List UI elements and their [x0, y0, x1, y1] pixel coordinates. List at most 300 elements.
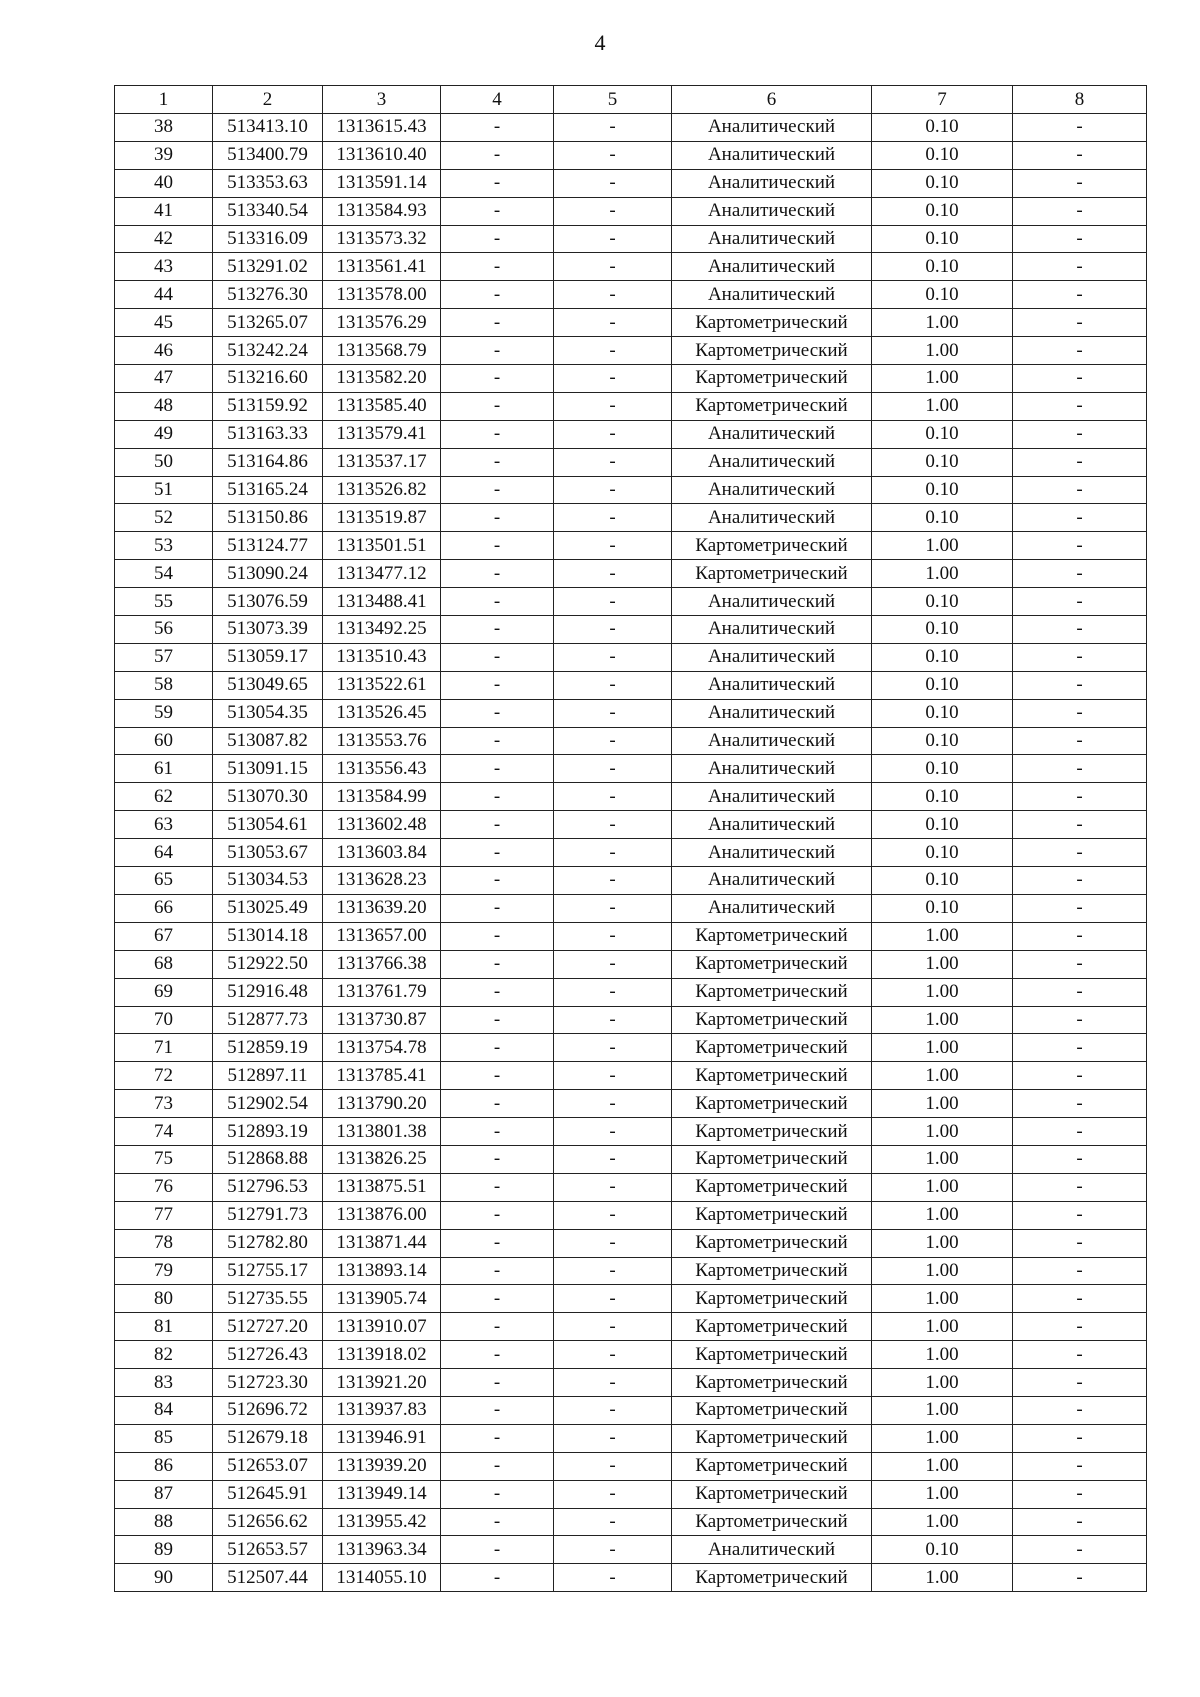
cell-col-5: -	[554, 281, 672, 309]
cell-col-4: -	[441, 1118, 554, 1146]
cell-col-5: -	[554, 420, 672, 448]
cell-accuracy: 0.10	[872, 867, 1013, 895]
cell-col-8: -	[1013, 1396, 1147, 1424]
cell-col-4: -	[441, 141, 554, 169]
cell-accuracy: 0.10	[872, 504, 1013, 532]
cell-accuracy: 0.10	[872, 839, 1013, 867]
cell-col-4: -	[441, 197, 554, 225]
cell-x-coordinate: 512735.55	[213, 1285, 323, 1313]
cell-col-5: -	[554, 309, 672, 337]
cell-accuracy: 1.00	[872, 922, 1013, 950]
cell-col-8: -	[1013, 560, 1147, 588]
cell-col-8: -	[1013, 309, 1147, 337]
cell-col-8: -	[1013, 616, 1147, 644]
table-row	[115, 1229, 1147, 1257]
cell-point-number: 52	[115, 504, 213, 532]
cell-y-coordinate: 1313963.34	[323, 1536, 441, 1564]
cell-method: Картометрический	[672, 532, 872, 560]
cell-x-coordinate: 513242.24	[213, 337, 323, 365]
cell-y-coordinate: 1313921.20	[323, 1369, 441, 1397]
cell-point-number: 51	[115, 476, 213, 504]
header-cell-8: 8	[1013, 86, 1147, 114]
cell-accuracy: 1.00	[872, 392, 1013, 420]
cell-x-coordinate: 513291.02	[213, 253, 323, 281]
table-row	[115, 309, 1147, 337]
cell-y-coordinate: 1313790.20	[323, 1090, 441, 1118]
cell-x-coordinate: 512902.54	[213, 1090, 323, 1118]
cell-method: Аналитический	[672, 643, 872, 671]
cell-point-number: 63	[115, 811, 213, 839]
cell-method: Картометрический	[672, 1313, 872, 1341]
coordinates-table	[114, 85, 1147, 1592]
cell-point-number: 57	[115, 643, 213, 671]
cell-col-4: -	[441, 1173, 554, 1201]
cell-col-5: -	[554, 141, 672, 169]
table-row	[115, 1034, 1147, 1062]
cell-col-5: -	[554, 755, 672, 783]
cell-x-coordinate: 513340.54	[213, 197, 323, 225]
cell-col-4: -	[441, 922, 554, 950]
cell-y-coordinate: 1313582.20	[323, 365, 441, 393]
cell-col-5: -	[554, 699, 672, 727]
cell-col-4: -	[441, 1480, 554, 1508]
table-row	[115, 922, 1147, 950]
cell-x-coordinate: 512859.19	[213, 1034, 323, 1062]
cell-x-coordinate: 513276.30	[213, 281, 323, 309]
cell-accuracy: 1.00	[872, 1285, 1013, 1313]
table-row	[115, 671, 1147, 699]
cell-accuracy: 0.10	[872, 1536, 1013, 1564]
cell-method: Аналитический	[672, 588, 872, 616]
cell-col-4: -	[441, 476, 554, 504]
cell-accuracy: 1.00	[872, 1452, 1013, 1480]
cell-col-5: -	[554, 365, 672, 393]
cell-x-coordinate: 513014.18	[213, 922, 323, 950]
table-row	[115, 476, 1147, 504]
cell-method: Аналитический	[672, 253, 872, 281]
cell-point-number: 47	[115, 365, 213, 393]
cell-y-coordinate: 1313585.40	[323, 392, 441, 420]
cell-accuracy: 1.00	[872, 1201, 1013, 1229]
cell-method: Картометрический	[672, 365, 872, 393]
cell-col-4: -	[441, 839, 554, 867]
cell-y-coordinate: 1313576.29	[323, 309, 441, 337]
cell-y-coordinate: 1313568.79	[323, 337, 441, 365]
table-row	[115, 1118, 1147, 1146]
cell-point-number: 56	[115, 616, 213, 644]
cell-method: Аналитический	[672, 671, 872, 699]
cell-x-coordinate: 512726.43	[213, 1341, 323, 1369]
cell-y-coordinate: 1313603.84	[323, 839, 441, 867]
cell-col-5: -	[554, 532, 672, 560]
header-cell-7: 7	[872, 86, 1013, 114]
cell-accuracy: 1.00	[872, 1424, 1013, 1452]
cell-col-8: -	[1013, 1285, 1147, 1313]
table-row	[115, 1369, 1147, 1397]
header-cell-2: 2	[213, 86, 323, 114]
cell-y-coordinate: 1313785.41	[323, 1062, 441, 1090]
cell-accuracy: 1.00	[872, 1396, 1013, 1424]
cell-col-5: -	[554, 1201, 672, 1229]
cell-col-5: -	[554, 1313, 672, 1341]
table-row	[115, 1201, 1147, 1229]
cell-method: Картометрический	[672, 1564, 872, 1592]
cell-col-4: -	[441, 169, 554, 197]
cell-col-5: -	[554, 1452, 672, 1480]
cell-col-4: -	[441, 699, 554, 727]
table-row	[115, 643, 1147, 671]
page-number: 4	[594, 30, 606, 55]
cell-y-coordinate: 1313955.42	[323, 1508, 441, 1536]
table-row	[115, 699, 1147, 727]
cell-x-coordinate: 513049.65	[213, 671, 323, 699]
table-row	[115, 727, 1147, 755]
cell-col-4: -	[441, 1508, 554, 1536]
cell-x-coordinate: 513054.61	[213, 811, 323, 839]
cell-method: Картометрический	[672, 309, 872, 337]
cell-point-number: 59	[115, 699, 213, 727]
cell-x-coordinate: 512796.53	[213, 1173, 323, 1201]
cell-col-5: -	[554, 839, 672, 867]
cell-col-4: -	[441, 281, 554, 309]
cell-x-coordinate: 512868.88	[213, 1145, 323, 1173]
cell-col-8: -	[1013, 1173, 1147, 1201]
cell-accuracy: 1.00	[872, 950, 1013, 978]
cell-col-8: -	[1013, 337, 1147, 365]
cell-y-coordinate: 1313579.41	[323, 420, 441, 448]
cell-col-5: -	[554, 727, 672, 755]
cell-y-coordinate: 1313477.12	[323, 560, 441, 588]
cell-x-coordinate: 513413.10	[213, 114, 323, 142]
cell-y-coordinate: 1313492.25	[323, 616, 441, 644]
cell-col-4: -	[441, 783, 554, 811]
cell-y-coordinate: 1313918.02	[323, 1341, 441, 1369]
cell-method: Аналитический	[672, 894, 872, 922]
cell-point-number: 84	[115, 1396, 213, 1424]
cell-point-number: 54	[115, 560, 213, 588]
table-row	[115, 225, 1147, 253]
table-row	[115, 504, 1147, 532]
cell-col-8: -	[1013, 1201, 1147, 1229]
cell-col-8: -	[1013, 281, 1147, 309]
cell-y-coordinate: 1313526.45	[323, 699, 441, 727]
cell-accuracy: 0.10	[872, 448, 1013, 476]
cell-point-number: 39	[115, 141, 213, 169]
cell-accuracy: 1.00	[872, 365, 1013, 393]
cell-method: Аналитический	[672, 448, 872, 476]
table-row	[115, 839, 1147, 867]
cell-col-8: -	[1013, 1508, 1147, 1536]
cell-y-coordinate: 1313946.91	[323, 1424, 441, 1452]
cell-accuracy: 1.00	[872, 1173, 1013, 1201]
cell-col-4: -	[441, 225, 554, 253]
cell-x-coordinate: 512679.18	[213, 1424, 323, 1452]
cell-y-coordinate: 1313905.74	[323, 1285, 441, 1313]
table-row	[115, 1452, 1147, 1480]
cell-y-coordinate: 1313501.51	[323, 532, 441, 560]
cell-method: Аналитический	[672, 867, 872, 895]
cell-y-coordinate: 1313615.43	[323, 114, 441, 142]
cell-point-number: 90	[115, 1564, 213, 1592]
cell-col-5: -	[554, 1062, 672, 1090]
cell-accuracy: 0.10	[872, 114, 1013, 142]
cell-col-4: -	[441, 1452, 554, 1480]
header-cell-1: 1	[115, 86, 213, 114]
cell-col-8: -	[1013, 420, 1147, 448]
cell-col-4: -	[441, 1006, 554, 1034]
cell-accuracy: 0.10	[872, 197, 1013, 225]
cell-col-5: -	[554, 1173, 672, 1201]
cell-col-8: -	[1013, 1118, 1147, 1146]
cell-col-4: -	[441, 1424, 554, 1452]
table-row	[115, 1090, 1147, 1118]
cell-method: Картометрический	[672, 1396, 872, 1424]
cell-accuracy: 0.10	[872, 616, 1013, 644]
cell-accuracy: 1.00	[872, 1062, 1013, 1090]
table-row	[115, 755, 1147, 783]
cell-col-5: -	[554, 643, 672, 671]
cell-point-number: 55	[115, 588, 213, 616]
cell-method: Картометрический	[672, 392, 872, 420]
cell-method: Картометрический	[672, 1341, 872, 1369]
cell-point-number: 58	[115, 671, 213, 699]
cell-method: Картометрический	[672, 1480, 872, 1508]
cell-col-8: -	[1013, 141, 1147, 169]
cell-method: Картометрический	[672, 1006, 872, 1034]
cell-point-number: 82	[115, 1341, 213, 1369]
cell-accuracy: 1.00	[872, 1564, 1013, 1592]
cell-method: Картометрический	[672, 1424, 872, 1452]
cell-point-number: 44	[115, 281, 213, 309]
cell-method: Картометрический	[672, 1508, 872, 1536]
cell-y-coordinate: 1313602.48	[323, 811, 441, 839]
cell-y-coordinate: 1313871.44	[323, 1229, 441, 1257]
cell-accuracy: 1.00	[872, 337, 1013, 365]
cell-method: Картометрический	[672, 950, 872, 978]
cell-col-8: -	[1013, 476, 1147, 504]
cell-x-coordinate: 512507.44	[213, 1564, 323, 1592]
cell-col-8: -	[1013, 197, 1147, 225]
cell-col-5: -	[554, 1006, 672, 1034]
table-row	[115, 1285, 1147, 1313]
cell-accuracy: 0.10	[872, 755, 1013, 783]
cell-x-coordinate: 513073.39	[213, 616, 323, 644]
cell-col-5: -	[554, 616, 672, 644]
cell-point-number: 77	[115, 1201, 213, 1229]
cell-accuracy: 0.10	[872, 169, 1013, 197]
cell-x-coordinate: 513090.24	[213, 560, 323, 588]
cell-accuracy: 1.00	[872, 1118, 1013, 1146]
cell-point-number: 88	[115, 1508, 213, 1536]
cell-col-8: -	[1013, 1424, 1147, 1452]
cell-point-number: 73	[115, 1090, 213, 1118]
cell-col-8: -	[1013, 225, 1147, 253]
cell-col-8: -	[1013, 867, 1147, 895]
table-row	[115, 1145, 1147, 1173]
cell-col-5: -	[554, 1257, 672, 1285]
cell-method: Аналитический	[672, 727, 872, 755]
cell-point-number: 48	[115, 392, 213, 420]
cell-accuracy: 1.00	[872, 1229, 1013, 1257]
cell-col-4: -	[441, 588, 554, 616]
cell-method: Картометрический	[672, 1062, 872, 1090]
cell-col-4: -	[441, 1090, 554, 1118]
cell-accuracy: 1.00	[872, 1006, 1013, 1034]
table-row	[115, 1173, 1147, 1201]
cell-col-4: -	[441, 1396, 554, 1424]
cell-method: Картометрический	[672, 1145, 872, 1173]
table-row	[115, 365, 1147, 393]
cell-col-8: -	[1013, 922, 1147, 950]
cell-point-number: 46	[115, 337, 213, 365]
cell-col-8: -	[1013, 392, 1147, 420]
cell-col-8: -	[1013, 504, 1147, 532]
cell-y-coordinate: 1313591.14	[323, 169, 441, 197]
cell-col-5: -	[554, 1480, 672, 1508]
cell-accuracy: 0.10	[872, 783, 1013, 811]
cell-point-number: 74	[115, 1118, 213, 1146]
cell-method: Картометрический	[672, 1034, 872, 1062]
cell-col-4: -	[441, 253, 554, 281]
cell-y-coordinate: 1314055.10	[323, 1564, 441, 1592]
table-row	[115, 588, 1147, 616]
cell-point-number: 85	[115, 1424, 213, 1452]
cell-col-5: -	[554, 560, 672, 588]
cell-accuracy: 0.10	[872, 225, 1013, 253]
table-row	[115, 392, 1147, 420]
cell-col-5: -	[554, 1564, 672, 1592]
cell-accuracy: 0.10	[872, 476, 1013, 504]
cell-col-5: -	[554, 253, 672, 281]
cell-col-4: -	[441, 420, 554, 448]
cell-accuracy: 1.00	[872, 1341, 1013, 1369]
table-row	[115, 281, 1147, 309]
cell-col-8: -	[1013, 1564, 1147, 1592]
cell-x-coordinate: 513265.07	[213, 309, 323, 337]
cell-y-coordinate: 1313556.43	[323, 755, 441, 783]
cell-point-number: 66	[115, 894, 213, 922]
cell-x-coordinate: 513165.24	[213, 476, 323, 504]
cell-point-number: 40	[115, 169, 213, 197]
cell-accuracy: 0.10	[872, 811, 1013, 839]
cell-method: Аналитический	[672, 504, 872, 532]
cell-col-5: -	[554, 783, 672, 811]
cell-point-number: 71	[115, 1034, 213, 1062]
cell-x-coordinate: 512755.17	[213, 1257, 323, 1285]
cell-accuracy: 1.00	[872, 1369, 1013, 1397]
cell-col-5: -	[554, 476, 672, 504]
cell-col-8: -	[1013, 811, 1147, 839]
cell-x-coordinate: 512877.73	[213, 1006, 323, 1034]
table-row	[115, 141, 1147, 169]
cell-col-8: -	[1013, 727, 1147, 755]
cell-accuracy: 1.00	[872, 1090, 1013, 1118]
cell-x-coordinate: 513124.77	[213, 532, 323, 560]
table-row	[115, 1536, 1147, 1564]
table-row	[115, 1341, 1147, 1369]
cell-accuracy: 0.10	[872, 253, 1013, 281]
cell-method: Картометрический	[672, 1201, 872, 1229]
cell-y-coordinate: 1313876.00	[323, 1201, 441, 1229]
cell-y-coordinate: 1313766.38	[323, 950, 441, 978]
cell-col-5: -	[554, 1118, 672, 1146]
cell-col-5: -	[554, 504, 672, 532]
cell-y-coordinate: 1313754.78	[323, 1034, 441, 1062]
cell-point-number: 43	[115, 253, 213, 281]
table-header	[115, 86, 1147, 114]
table-row	[115, 1062, 1147, 1090]
cell-point-number: 75	[115, 1145, 213, 1173]
cell-col-4: -	[441, 560, 554, 588]
cell-x-coordinate: 513216.60	[213, 365, 323, 393]
cell-col-8: -	[1013, 532, 1147, 560]
cell-point-number: 38	[115, 114, 213, 142]
cell-x-coordinate: 513163.33	[213, 420, 323, 448]
cell-col-8: -	[1013, 894, 1147, 922]
cell-x-coordinate: 512653.57	[213, 1536, 323, 1564]
table-row	[115, 560, 1147, 588]
table-row	[115, 867, 1147, 895]
header-row	[115, 86, 1147, 114]
header-cell-6: 6	[672, 86, 872, 114]
cell-x-coordinate: 513054.35	[213, 699, 323, 727]
cell-point-number: 68	[115, 950, 213, 978]
cell-col-4: -	[441, 950, 554, 978]
cell-method: Аналитический	[672, 699, 872, 727]
cell-x-coordinate: 513034.53	[213, 867, 323, 895]
cell-point-number: 87	[115, 1480, 213, 1508]
cell-x-coordinate: 512727.20	[213, 1313, 323, 1341]
cell-accuracy: 1.00	[872, 532, 1013, 560]
cell-x-coordinate: 513164.86	[213, 448, 323, 476]
table-row	[115, 420, 1147, 448]
cell-point-number: 86	[115, 1452, 213, 1480]
cell-x-coordinate: 513059.17	[213, 643, 323, 671]
cell-col-8: -	[1013, 671, 1147, 699]
cell-col-4: -	[441, 755, 554, 783]
table-row	[115, 532, 1147, 560]
cell-point-number: 64	[115, 839, 213, 867]
cell-method: Картометрический	[672, 1173, 872, 1201]
cell-y-coordinate: 1313949.14	[323, 1480, 441, 1508]
cell-col-4: -	[441, 867, 554, 895]
cell-col-8: -	[1013, 253, 1147, 281]
cell-accuracy: 1.00	[872, 1257, 1013, 1285]
cell-col-5: -	[554, 1090, 672, 1118]
cell-col-8: -	[1013, 365, 1147, 393]
cell-col-4: -	[441, 532, 554, 560]
cell-col-8: -	[1013, 1229, 1147, 1257]
cell-x-coordinate: 513316.09	[213, 225, 323, 253]
cell-col-8: -	[1013, 755, 1147, 783]
cell-x-coordinate: 512922.50	[213, 950, 323, 978]
cell-y-coordinate: 1313519.87	[323, 504, 441, 532]
cell-y-coordinate: 1313657.00	[323, 922, 441, 950]
cell-col-4: -	[441, 1034, 554, 1062]
cell-col-8: -	[1013, 978, 1147, 1006]
cell-x-coordinate: 513159.92	[213, 392, 323, 420]
cell-method: Аналитический	[672, 225, 872, 253]
cell-method: Аналитический	[672, 783, 872, 811]
cell-x-coordinate: 513091.15	[213, 755, 323, 783]
cell-x-coordinate: 512916.48	[213, 978, 323, 1006]
cell-col-5: -	[554, 922, 672, 950]
cell-col-4: -	[441, 1369, 554, 1397]
cell-y-coordinate: 1313826.25	[323, 1145, 441, 1173]
cell-x-coordinate: 512656.62	[213, 1508, 323, 1536]
cell-col-8: -	[1013, 1145, 1147, 1173]
cell-col-4: -	[441, 337, 554, 365]
